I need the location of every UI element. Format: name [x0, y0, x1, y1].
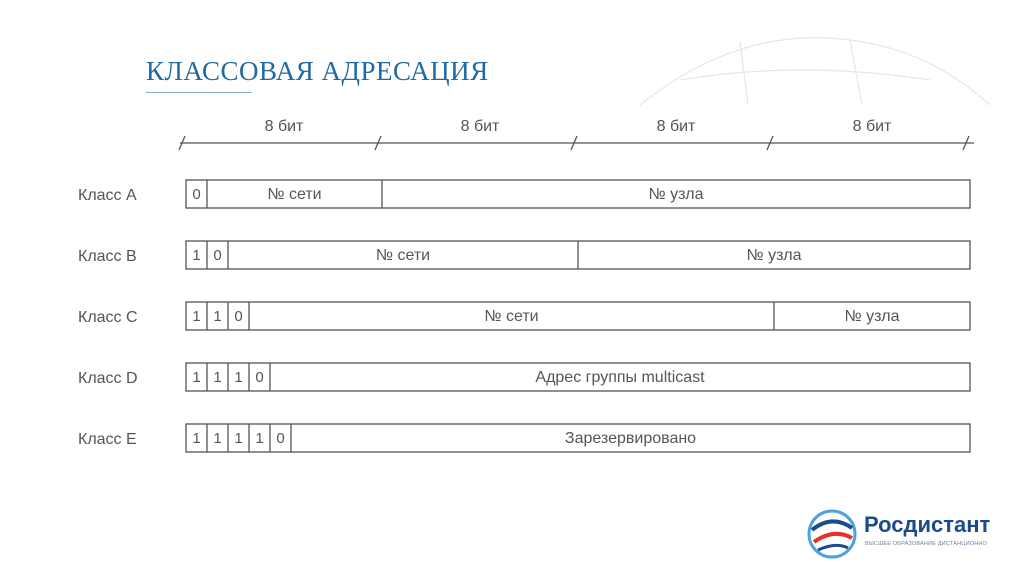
octet-label: 8 бит — [656, 118, 696, 136]
leading-bit: 1 — [255, 429, 264, 447]
leading-bit: 1 — [192, 307, 201, 325]
octet-label: 8 бит — [460, 118, 500, 136]
leading-bit: 1 — [213, 429, 222, 447]
address-field: № сети — [484, 308, 539, 326]
leading-bit: 0 — [276, 429, 285, 447]
leading-bit: 1 — [192, 246, 201, 264]
address-field: № узла — [844, 308, 900, 326]
class-label: Класс A — [78, 187, 137, 205]
leading-bit: 1 — [213, 307, 222, 325]
leading-bit: 0 — [213, 246, 222, 264]
address-field: Зарезервировано — [564, 430, 697, 448]
address-field: Адрес группы multicast — [535, 369, 705, 387]
address-field: № узла — [746, 247, 802, 265]
rosdistant-logo — [806, 508, 996, 560]
class-label: Класс D — [78, 370, 138, 388]
leading-bit: 0 — [234, 307, 243, 325]
class-label: Класс E — [78, 431, 137, 449]
leading-bit: 0 — [255, 368, 264, 386]
leading-bit: 1 — [213, 368, 222, 386]
leading-bit: 1 — [234, 368, 243, 386]
address-field: № узла — [648, 186, 704, 204]
leading-bit: 1 — [234, 429, 243, 447]
class-label: Класс C — [78, 309, 138, 327]
octet-label: 8 бит — [852, 118, 892, 136]
octet-label: 8 бит — [264, 118, 304, 136]
leading-bit: 1 — [192, 368, 201, 386]
logo-globe-icon — [806, 508, 858, 560]
leading-bit: 1 — [192, 429, 201, 447]
slide-title: КЛАССОВАЯ АДРЕСАЦИЯ — [146, 56, 489, 86]
address-field: № сети — [375, 247, 431, 265]
logo-tagline: ВЫСШЕЕ ОБРАЗОВАНИЕ ДИСТАНЦИОННО — [865, 541, 988, 547]
address-field: № сети — [267, 186, 322, 204]
logo-name: Росдистант — [864, 512, 991, 537]
class-label: Класс B — [78, 248, 137, 266]
leading-bit: 0 — [192, 185, 201, 203]
